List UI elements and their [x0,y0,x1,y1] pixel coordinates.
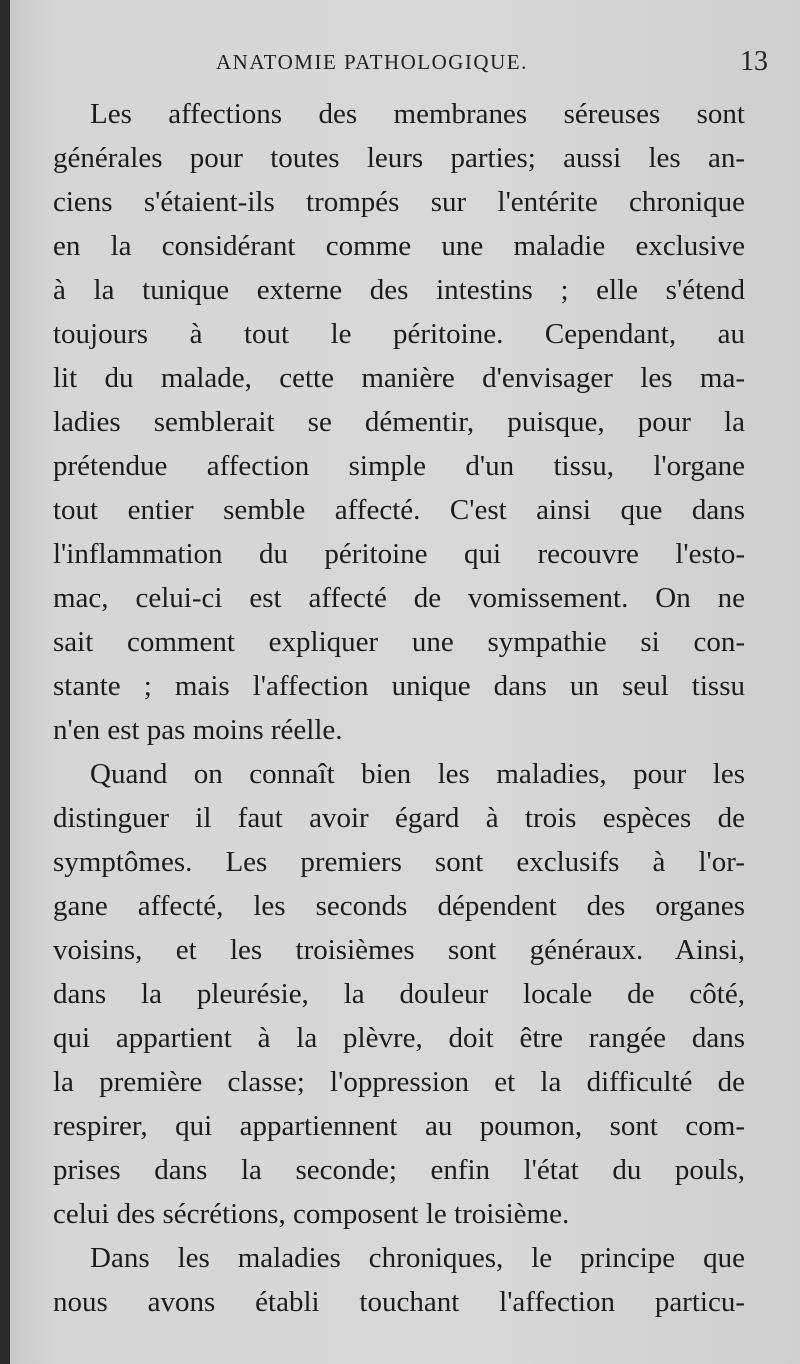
page-header [10,48,800,82]
text-line: l'inflammation du péritoine qui recouvre l'esto- [53,538,745,570]
text-line: à la tunique externe des intestins ; elle s'étend [53,274,745,306]
text-line: celui des sécrétions, composent le troisième. [53,1198,570,1230]
running-title: ANATOMIE PATHOLOGIQUE. [216,50,528,74]
text-line: mac, celui-ci est affecté de vomissement. On ne [53,582,745,614]
text-line: distinguer il faut avoir égard à trois espèces de [53,802,745,834]
text-line: sait comment expliquer une sympathie si con- [53,626,745,658]
text-line: prétendue affection simple d'un tissu, l'organe [53,450,745,482]
text-line: la première classe; l'oppression et la difficulté de [53,1066,745,1098]
text-line: Dans les maladies chroniques, le principe que [90,1242,745,1274]
text-line: toujours à tout le péritoine. Cependant, au [53,318,745,350]
text-line: gane affecté, les seconds dépendent des organes [53,890,745,922]
text-line: Les affections des membranes séreuses sont [90,98,745,130]
text-line: en la considérant comme une maladie exclusive [53,230,745,262]
text-line: symptômes. Les premiers sont exclusifs à l'or- [53,846,745,878]
text-line: voisins, et les troisièmes sont généraux. Ainsi, [53,934,745,966]
text-line: qui appartient à la plèvre, doit être rangée dans [53,1022,745,1054]
page-number: 13 [740,46,768,77]
text-line: dans la pleurésie, la douleur locale de côté, [53,978,745,1010]
text-line: nous avons établi touchant l'affection particu- [53,1286,745,1318]
text-line: ladies semblerait se démentir, puisque, pour la [53,406,745,438]
text-line: Quand on connaît bien les maladies, pour les [90,758,745,790]
text-line: ciens s'étaient-ils trompés sur l'entérite chronique [53,186,745,218]
text-line: stante ; mais l'affection unique dans un seul tissu [53,670,745,702]
text-line: générales pour toutes leurs parties; aussi les an- [53,142,745,174]
text-line: respirer, qui appartiennent au poumon, sont com- [53,1110,745,1142]
book-page [10,0,800,1364]
text-line: tout entier semble affecté. C'est ainsi que dans [53,494,745,526]
text-line: prises dans la seconde; enfin l'état du pouls, [53,1154,745,1186]
text-line: n'en est pas moins réelle. [53,714,343,746]
text-line: lit du malade, cette manière d'envisager les ma- [53,362,745,394]
